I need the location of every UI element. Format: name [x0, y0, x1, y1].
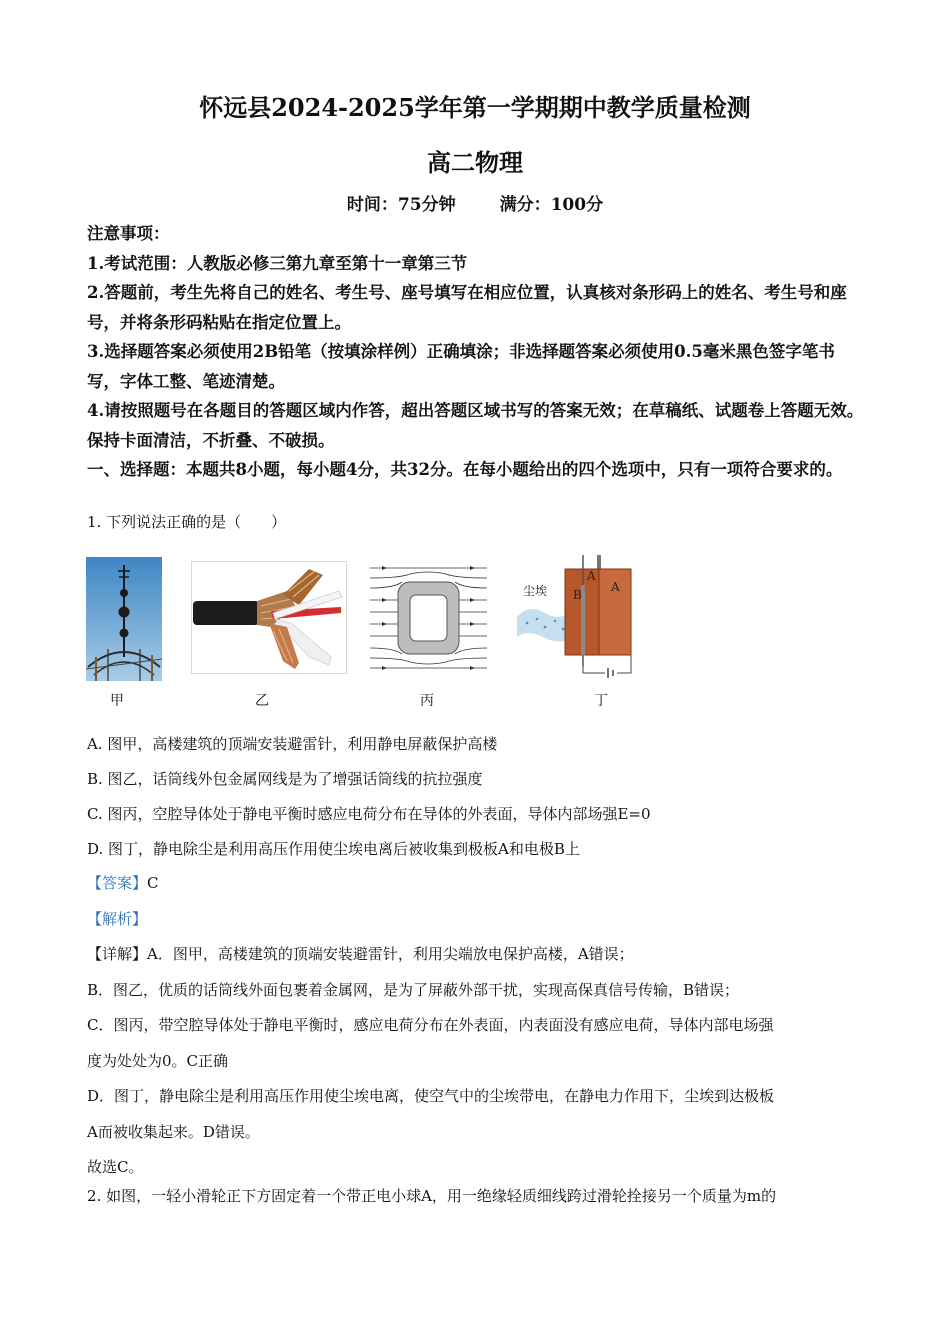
option-a: A. 图甲，高楼建筑的顶端安装避雷针，利用静电屏蔽保护高楼 [87, 735, 498, 753]
detail-line: 度为处处为0。C正确 [87, 1051, 229, 1070]
exam-time: 时间：75分钟 [346, 195, 456, 215]
option-b: B. 图乙，话筒线外包金属网线是为了增强话筒线的抗拉强度 [87, 770, 483, 788]
exam-title: 怀远县2024-2025学年第一学期期中教学质量检测 [199, 93, 751, 122]
subject-title: 高二物理 [427, 148, 523, 177]
detail-line: C．图丙，带空腔导体处于静电平衡时，感应电荷分布在外表面，内表面没有感应电荷，导体内部电场强 [87, 1016, 774, 1034]
exam-info [0, 190, 950, 215]
detail-line: D．图丁，静电除尘是利用高压作用使尘埃电离，使空气中的尘埃带电，在静电力作用下，尘埃到达极板 [87, 1087, 775, 1105]
figure-caption-yi: 乙 [255, 693, 269, 709]
detail-line: A而被收集起来。D错误。 [87, 1122, 260, 1141]
detail-text: A．图甲，高楼建筑的顶端安装避雷针，利用尖端放电保护高楼，A错误； [147, 945, 634, 963]
answer-value: C [147, 874, 159, 892]
note-item: 1.考试范围：人教版必修三第九章至第十一章第三节 [87, 253, 468, 273]
figure-caption-jia: 甲 [110, 693, 124, 709]
figure-bing-hollow-conductor [370, 562, 487, 674]
detail-line: B．图乙，优质的话筒线外面包裹着金属网，是为了屏蔽外部干扰，实现高保真信号传输，B错误； [87, 980, 740, 999]
label-dust: 尘埃 [523, 584, 548, 598]
figure-caption-ding: 丁 [594, 693, 608, 709]
figure-jia-lightning-rod [86, 557, 162, 681]
question1-options [87, 727, 877, 867]
exam-score: 满分：100分 [499, 195, 604, 215]
answer-line [87, 866, 867, 902]
option-d: D. 图丁，静电除尘是利用高压作用使尘埃电离后被收集到极板A和电极B上 [87, 840, 580, 858]
note-item: 3.选择题答案必须使用2B铅笔（按填涂样例）正确填涂；非选择题答案必须使用0.5毫米黑色签字笔书写，字体工整、笔迹清楚。 [87, 342, 835, 391]
notes-heading: 注意事项： [87, 224, 170, 243]
question2-stem: 2. 如图，一轻小滑轮正下方固定着一个带正电小球A，用一绝缘轻质细线跨过滑轮拴接另一个质量为m的 [87, 1187, 777, 1205]
figure-ding-electrostatic-precipitator [513, 551, 635, 679]
figure-yi-shielded-cable [191, 561, 347, 674]
analysis-line [87, 902, 867, 938]
note-item: 2.答题前，考生先将自己的姓名、考生号、座号填写在相应位置，认真核对条形码上的姓名、考生号和座号，并将条形码粘贴在指定位置上。 [87, 283, 847, 332]
detail-line: 故选C。 [87, 1158, 144, 1176]
section-heading: 一、选择题：本题共8小题，每小题4分，共32分。在每小题给出的四个选项中，只有一项符合要求的。 [87, 460, 843, 479]
label-plate-a-inner: A [587, 569, 596, 583]
label-plate-a: A [611, 580, 620, 594]
detail-tag: 【详解】 [87, 945, 148, 963]
question1-stem: 1. 下列说法正确的是（ ） [87, 513, 287, 531]
label-electrode-b: B [573, 588, 582, 602]
analysis-tag: 【解析】 [87, 909, 148, 928]
note-item: 4.请按照题号在各题目的答题区域内作答，超出答题区域书写的答案无效；在草稿纸、试题卷上答题无效。保持卡面清洁，不折叠、不破损。 [87, 401, 864, 450]
detail-line [87, 937, 867, 973]
notes-section [87, 219, 867, 485]
figure-caption-bing: 丙 [420, 693, 434, 709]
answer-tag: 【答案】 [87, 874, 148, 892]
question1-solution [87, 866, 867, 1186]
option-c: C. 图丙，空腔导体处于静电平衡时感应电荷分布在导体的外表面，导体内部场强E=0 [87, 805, 651, 823]
